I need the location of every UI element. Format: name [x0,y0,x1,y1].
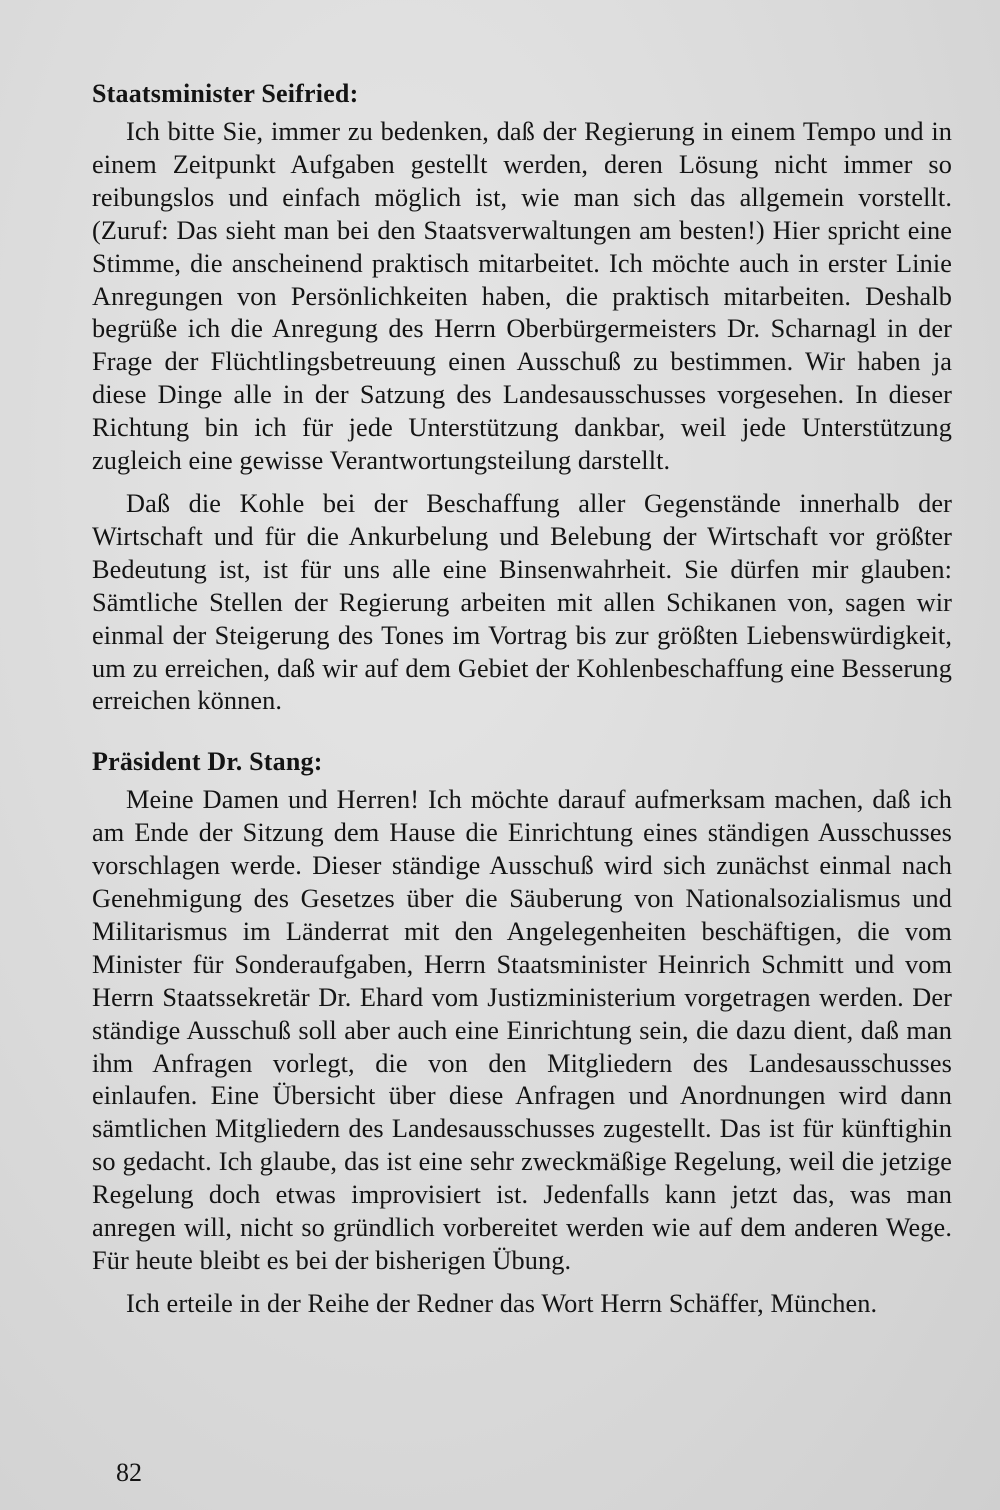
paragraph: Daß die Kohle bei der Beschaffung aller Gegenstände innerhalb der Wirtschaft und für die Ankurbelung und Belebung der Wirtschaft vor größter Bedeutung ist, ist für uns alle eine Binsenwahrheit. Sie dürfen mir glauben: Sämtliche Stellen der Regierung arbeiten mit allen Schikanen von, sagen wir einmal der Steigerung des Tones im Vortrag bis zur größten Liebenswürdigkeit, um zu erreichen, daß wir auf dem Gebiet der Kohlenbeschaffung eine Besserung erreichen können. [92,488,952,716]
text-body [92,78,952,1331]
paragraph: Meine Damen und Herren! Ich möchte darauf aufmerksam machen, daß ich am Ende der Sitzung dem Hause die Einrichtung eines ständigen Ausschusses vorschlagen werde. Dieser ständige Ausschuß wird sich zunächst einmal nach Genehmigung des Gesetzes über die Säuberung von Nationalsozialismus und Militarismus im Länderrat mit den Angelegenheiten beschäftigen, die vom Minister für Sonderaufgaben, Herrn Staatsminister Heinrich Schmitt und vom Herrn Staatssekretär Dr. Ehard vom Justizministerium vorgetragen werden. Der ständige Ausschuß soll aber auch eine Einrichtung sein, die dazu dient, daß man ihm Anfragen vorlegt, die von den Mitgliedern des Landesausschusses einlaufen. Eine Übersicht über diese Anfragen und Anordnungen wird dann sämtlichen Mitgliedern des Landesausschusses zugestellt. Das ist für künftighin so gedacht. Ich glaube, das ist eine sehr zweckmäßige Regelung, weil die jetzige Regelung doch etwas improvisiert ist. Jedenfalls kann jetzt das, was man anregen will, nicht so gründlich vorbereitet werden wie auf dem anderen Wege. Für heute bleibt es bei der bisherigen Übung. [92,785,952,1275]
speech-section-stang [92,746,952,1321]
speaker-heading: Präsident Dr. Stang: [92,747,323,777]
paragraph: Ich bitte Sie, immer zu bedenken, daß der Regierung in einem Tempo und in einem Zeitpunkt Aufgaben gestellt werden, deren Lösung nicht immer so reibungslos und einfach möglich ist, wie man sich das allgemein vorstellt. (Zuruf: Das sieht man bei den Staatsverwaltungen am besten!) Hier spricht eine Stimme, die anscheinend praktisch mitarbeitet. Ich möchte auch in erster Linie Anregungen von Persönlichkeiten haben, die praktisch mitarbeiten. Deshalb begrüße ich die Anregung des Herrn Oberbürgermeisters Dr. Scharnagl in der Frage der Flüchtlingsbetreuung einen Ausschuß zu bestimmen. Wir haben ja diese Dinge alle in der Satzung des Landesausschusses vorgesehen. In dieser Richtung bin ich für jede Unterstützung dankbar, weil jede Unterstützung zugleich eine gewisse Verantwortungsteilung darstellt. [92,117,952,476]
speaker-heading: Staatsminister Seifried: [92,79,359,108]
page-number: 82 [116,1458,142,1487]
paragraph: Ich erteile in der Reihe der Redner das Wort Herrn Schäffer, München. [126,1288,878,1318]
speech-section-seifried [92,78,952,718]
